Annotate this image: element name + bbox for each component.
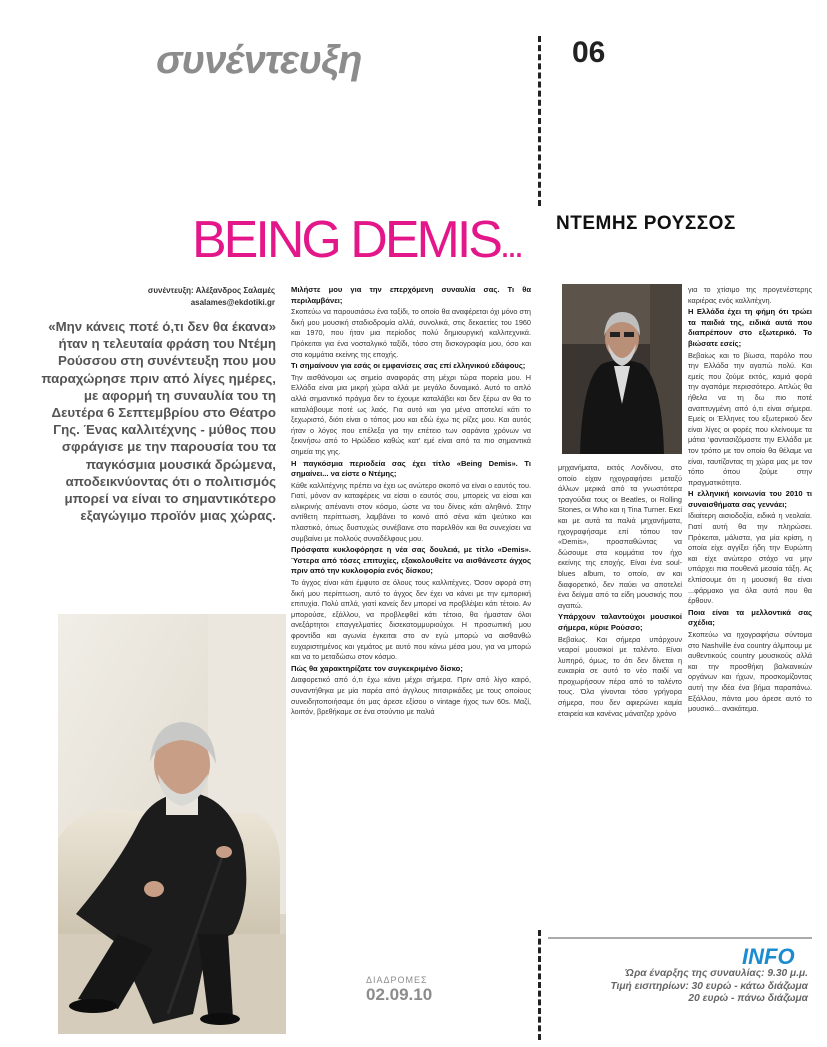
article-column-1 [291,285,531,719]
question: Υπάρχουν ταλαντούχοι μουσικοί σήμερα, κύριε Ρούσσο; [558,612,682,632]
info-box [550,968,808,1006]
answer: Την αισθάνομαι ως σημείο αναφοράς στη μέχρι τώρα πορεία μου. Η Ελλάδα είναι μια μικρή χώρα αλλά με μεγάλο δυναμικό. Αυτό το απλό αλλά σημαντικό πράγμα δεν το έχουμε καταλάβει και δεν ξέρω αν θα το καταλάβουμε ποτέ ως λαός. Για αυτό και για μένα αποτελεί κάτι το ξεχωριστό, διότι είναι ο τόπος μου και εδώ έχω τις ρίζες μου. Και αυτός ήταν ο λόγος που επέλεξα για την επέτειο των σαράντα χρόνων να ξεκινήσω από το Ηρώδειο καθώς κατ’ εμέ είναι από τα πιο σημαντικά σημεία της γης. [291,372,531,456]
publication-date: 02.09.10 [366,985,433,1004]
answer: Σκοπεύω να παρουσιάσω ένα ταξίδι, το οποίο θα αναφέρεται όχι μόνο στη δική μου μουσική σταδιοδρομία αλλά, συνολικά, στις δεκαετίες του 1960 και 1970, που ήταν μια περίοδος πολύ δημιουργική καλλιτεχνικά. Πρόκειται για ένα νοσταλγικό ταξίδι, τόσο στη δισκογραφία μου, όσο και στα κομμάτια εκείνης της εποχής. [291,307,531,359]
question: Τι σημαίνουν για εσάς οι εμφανίσεις σας επί ελληνικού εδάφους; [291,361,526,371]
main-photo-man-in-armchair [58,614,286,1034]
answer: Σκοπεύω να ηχογραφήσω σύντομα στο Nashville ένα country άλμπουμ με αυθεντικούς country μουσικούς αλλά και την προσθήκη βαλκανικών οργάνων και ήχων, προσκομίζοντας αυτή την ιδέα ένα βήμα παραπάνω. Εξάλλου, πάντα μου άρεσε αυτό το μουσικό... ανακάτεμα. [688,630,812,714]
section-title: συνέντευξη [156,38,362,82]
info-start-time: Ώρα έναρξης της συναυλίας: 9.30 μ.μ. [625,968,808,979]
answer: για το χτίσιμο της προγενέστερης καριέρας ενός καλλιτέχνη. [688,285,812,305]
question: Πώς θα χαρακτηρίζατε τον συγκεκριμένο δίσκο; [291,663,463,673]
question: Η Ελλάδα έχει τη φήμη ότι τρώει τα παιδιά της, ειδικά αυτά που διαπρέπουν στο εξωτερικό. Το βιώσατε εσείς; [688,307,812,348]
answer: Βεβαίως. Και σήμερα υπάρχουν νεαροί μουσικοί με ταλέντο. Είναι λυπηρό, όμως, το ότι δεν δίνεται η ευκαιρία σε αυτό το νέο παιδί να προχωρήσουν πέρα από το ταλέντο τους. Όλα γίνονται τόσο γρήγορα σήμερα, που δεν αφιερώνει καμία εταιρεία και κανένας μάνατζερ χρόνο [558,634,682,718]
question: Μιλήστε μου για την επερχόμενη συναυλία σας. Τι θα περιλαμβάνει; [291,285,531,305]
page-number: 06 [572,36,606,69]
divider-top [538,36,541,206]
question: Η παγκόσμια περιοδεία σας έχει τίτλο «Being Demis». Τι σημαίνει... να είστε ο Ντέμης; [291,458,531,479]
article-column-3 [688,285,812,716]
question: Πρόσφατα κυκλοφόρησε η νέα σας δουλειά, με τίτλο «Demis». Ύστερα από τόσες επιτυχίες, εξακολουθείτε να αισθάνεστε άγχος πριν από την κυκλοφορία ενός δίσκου; [291,545,531,576]
answer: Ιδιαίτερη αισιοδοξία, ειδικά η νεολαία. Γιατί αυτή θα την πληρώσει. Πρόκειται, μάλιστα, για μία κρίση, η οποία είχε αγγίξει ήδη την Ευρώπη και είχε ανώτερο στόχο να μην υπάρχει πια πουθενά μεσαία τάξη. Ας ελπίσουμε ότι η μουσική θα είναι ...φάρμακο για όλα αυτά που θα έρθουν. [688,511,812,606]
byline-email: asalames@ekdotiki.gr [190,298,275,307]
divider-bottom [538,930,541,1040]
byline [120,285,275,309]
info-rule [548,937,812,939]
article-column-2 [558,463,682,720]
byline-author: συνέντευξη: Αλέξανδρος Σαλαμές [147,286,275,295]
question: Η ελληνική κοινωνία του 2010 τι συναισθήματα σας γεννάει; [688,489,812,509]
answer: Διαφορετικό από ό,τι έχω κάνει μέχρι σήμερα. Πριν από λίγο καιρό, συναντήθηκα με μία παρέα από άγγλους πιτσιρικάδες με τους οποίους συνειδητοποιήσαμε ότι μας άρεσε εξίσου ο vintage ήχος των 60s. Μαζί, λοιπόν, βρεθήκαμε σε ένα στούντιο με παλιά [291,675,531,717]
publication-label: ΔΙΑΔΡΟΜΕΣ [366,975,428,985]
answer: Βεβαίως και το βίωσα, παρόλο που την Ελλάδα την αγαπώ πολύ. Και εμείς που ζούμε εκτός, καμιά φορά την αγαπάμε περισσότερο. Απλώς θα ήθελα να τη δω πιο ποτέ αναπτυγμένη από ό,τι είναι σήμερα. Εμείς οι Έλληνες του εξωτερικού δεν είναι λίγες οι φορές που κλείνουμε τα μάτια ‘φαντασιζόμαστε την Ελλάδα με τον τρόπο με τον οποίο θα θέλαμε να είναι, ταυτίζοντας τη χώρα μας με τον τόπο όπου ζούμε στην πραγματικότητα. [688,350,812,487]
answer: Κάθε καλλιτέχνης πρέπει να έχει ως ανώτερο σκοπό να είναι ο εαυτός του. Γιατί, μόνον αν καταφέρεις να είσαι ο εαυτός σου, μπορείς να είσαι και ειλικρινής απέναντι στον κόσμο, ώστε να του δίνεις κάτι αληθινό. Στην αντίθετη περίπτωση, λαμβάνει το κοινό από σένα κάτι ψεύτικο και πλαστικό, όπως δυστυχώς συνέβαινε στο παρελθόν και θα συνεχίσει να συμβαίνει με πολλούς συναδέλφους μου. [291,480,531,543]
answer: Το άγχος είναι κάτι έμφυτο σε όλους τους καλλιτέχνες. Όσον αφορά στη δική μου περίπτωση, αυτό το άγχος δεν έχει να κάνει με την εμπορική επιτυχία. Πολύ απλά, γιατί κανείς δεν μπορεί να προβλέψει κάτι τέτοιο. Αν μπορούσε, εξάλλου, να προβλεφθεί κάτι τέτοιο, θα ήμασταν όλοι ανεξάρτητοι επαγγελματίες δισεκατομμυριούχοι. Η προσωπική μου φροντίδα και αγωνία έγκειται στο αν εγώ μπορώ να αισθανθώ ευχαριστημένος και γεμάτος με αυτό που κάνω μέσα μου, για να μπορώ και να το μεταδώσω στον κόσμο. [291,578,531,662]
pull-quote: «Μην κάνεις ποτέ ό,τι δεν θα έκανα» ήταν η τελευταία φράση του Ντέμη Ρούσσου στη συνέντευξη που μου παραχώρησε πριν από λίγες ημέρες, με αφορμή τη συναυλία του τη Δευτέρα 6 Σεπτεμβρίου στο Θέατρο Γης. Ένας καλλιτέχνης - μύθος που σφράγισε με την παρουσία του τα παγκόσμια μουσικά δρώμενα, αποδεικνύοντας ότι ο πολιτισμός μπορεί να είναι το σημαντικότερο εξαγώγιμο προϊόν μιας χώρας. [41,319,276,524]
answer: μηχανήματα, εκτός Λονδίνου, στο οποίο είχαν ηχογραφήσει μεταξύ άλλων μερικά από τα γνωστότερα τραγούδια τους οι Beatles, οι Rolling Stones, οι Who και η Tina Turner. Εκεί και με αυτά τα παλιά μηχανήματα, ηχογραφήσαμε επί τόπου τον «Demis», προσπαθώντας να δώσουμε στα κομμάτια τον ήχο εκείνης της εποχής. Είναι ένα soul-blues album, το οποίο, αν και διαφορετικό, δεν παύει να αποτελεί ένα δείγμα από τα είδη μουσικής που αγαπώ. [558,463,682,610]
info-ticket-price-upper: 20 ευρώ - πάνω διάζωμα [688,993,808,1005]
portrait-photo-man-in-coat [562,284,682,454]
article-title-greek: ΝΤΕΜΗΣ ΡΟΥΣΣΟΣ [556,213,736,234]
article-title-english: BEING DEMIS... [192,211,521,269]
info-ticket-price-lower: Τιμή εισιτηρίων: 30 ευρώ - κάτω διάζωμα [610,980,808,992]
info-heading: INFO [742,944,795,969]
question: Ποια είναι τα μελλοντικά σας σχέδια; [688,607,812,628]
